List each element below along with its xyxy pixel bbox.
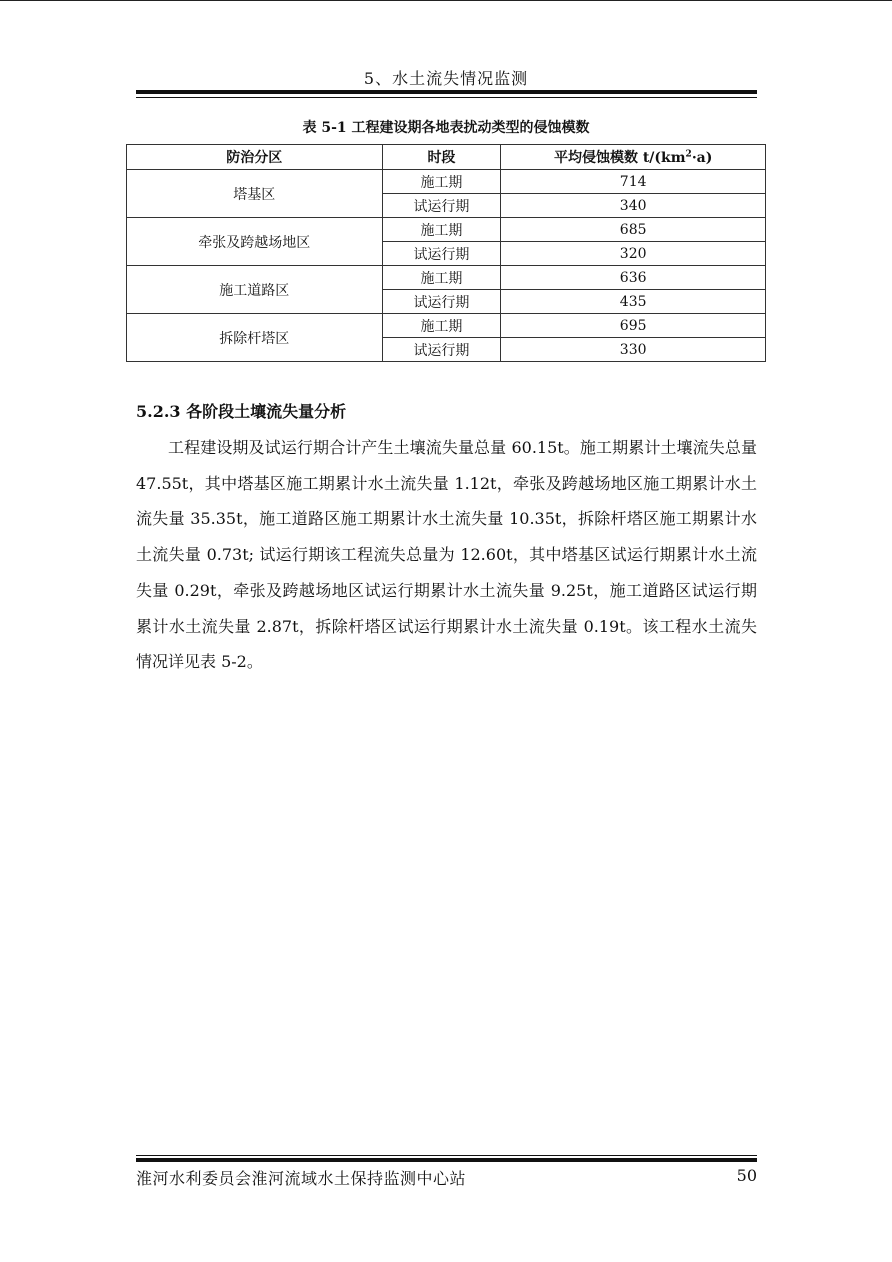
period-cell: 试运行期 bbox=[382, 242, 501, 266]
erosion-modulus-table bbox=[126, 144, 766, 362]
area-cell: 拆除杆塔区 bbox=[127, 314, 383, 362]
page-number: 50 bbox=[736, 1166, 757, 1185]
running-header: 5、水土流失情况监测 bbox=[363, 69, 529, 88]
footer-organization: 淮河水利委员会淮河流域水土保持监测中心站 bbox=[136, 1169, 467, 1188]
table-row bbox=[127, 218, 766, 242]
area-cell: 施工道路区 bbox=[127, 266, 383, 314]
value-cell: 435 bbox=[501, 290, 766, 314]
column-header-area: 防治分区 bbox=[127, 145, 383, 170]
period-cell: 施工期 bbox=[382, 170, 501, 194]
value-cell: 685 bbox=[501, 218, 766, 242]
footer-rule-thin bbox=[136, 1155, 757, 1156]
value-cell: 636 bbox=[501, 266, 766, 290]
value-cell: 714 bbox=[501, 170, 766, 194]
table-row bbox=[127, 170, 766, 194]
table-row bbox=[127, 266, 766, 290]
period-cell: 施工期 bbox=[382, 266, 501, 290]
body-paragraph: 工程建设期及试运行期合计产生土壤流失量总量 60.15t。施工期累计土壤流失总量 47.55t，其中塔基区施工期累计水土流失量 1.12t，牵张及跨越场地区施工期累计水土流失量 35.35t，施工道路区施工期累计水土流失量 10.35t，拆除杆塔区施工期累计水土流失量 0.73t; 试运行期该工程流失总量为 12.60t，其中塔基区试运行期累计水土流失量 0.29t，牵张及跨越场地区试运行期累计水土流失量 9.25t，施工道路区试运行期累计水土流失量 2.87t，拆除杆塔区试运行期累计水土流失量 0.19t。该工程水土流失情况详见表 5-2。 bbox=[136, 438, 757, 672]
period-cell: 试运行期 bbox=[382, 290, 501, 314]
table-row bbox=[127, 314, 766, 338]
table-caption: 表 5-1 工程建设期各地表扰动类型的侵蚀模数 bbox=[302, 120, 590, 136]
value-cell: 695 bbox=[501, 314, 766, 338]
area-cell: 牵张及跨越场地区 bbox=[127, 218, 383, 266]
page-top-border bbox=[0, 0, 892, 1]
period-cell: 施工期 bbox=[382, 314, 501, 338]
table-header-row bbox=[127, 145, 766, 170]
value-cell: 330 bbox=[501, 338, 766, 362]
column-header-period: 时段 bbox=[382, 145, 501, 170]
column-header-modulus: 平均侵蚀模数 $t/(km^2\cdot a)$ bbox=[501, 145, 766, 170]
footer-rule-thick bbox=[136, 1158, 757, 1162]
header-rule-thick bbox=[136, 90, 757, 94]
period-cell: 施工期 bbox=[382, 218, 501, 242]
value-cell: 340 bbox=[501, 194, 766, 218]
value-cell: 320 bbox=[501, 242, 766, 266]
period-cell: 试运行期 bbox=[382, 194, 501, 218]
period-cell: 试运行期 bbox=[382, 338, 501, 362]
area-cell: 塔基区 bbox=[127, 170, 383, 218]
header-rule-thin bbox=[136, 97, 757, 98]
section-heading: 5.2.3 各阶段土壤流失量分析 bbox=[136, 402, 347, 421]
